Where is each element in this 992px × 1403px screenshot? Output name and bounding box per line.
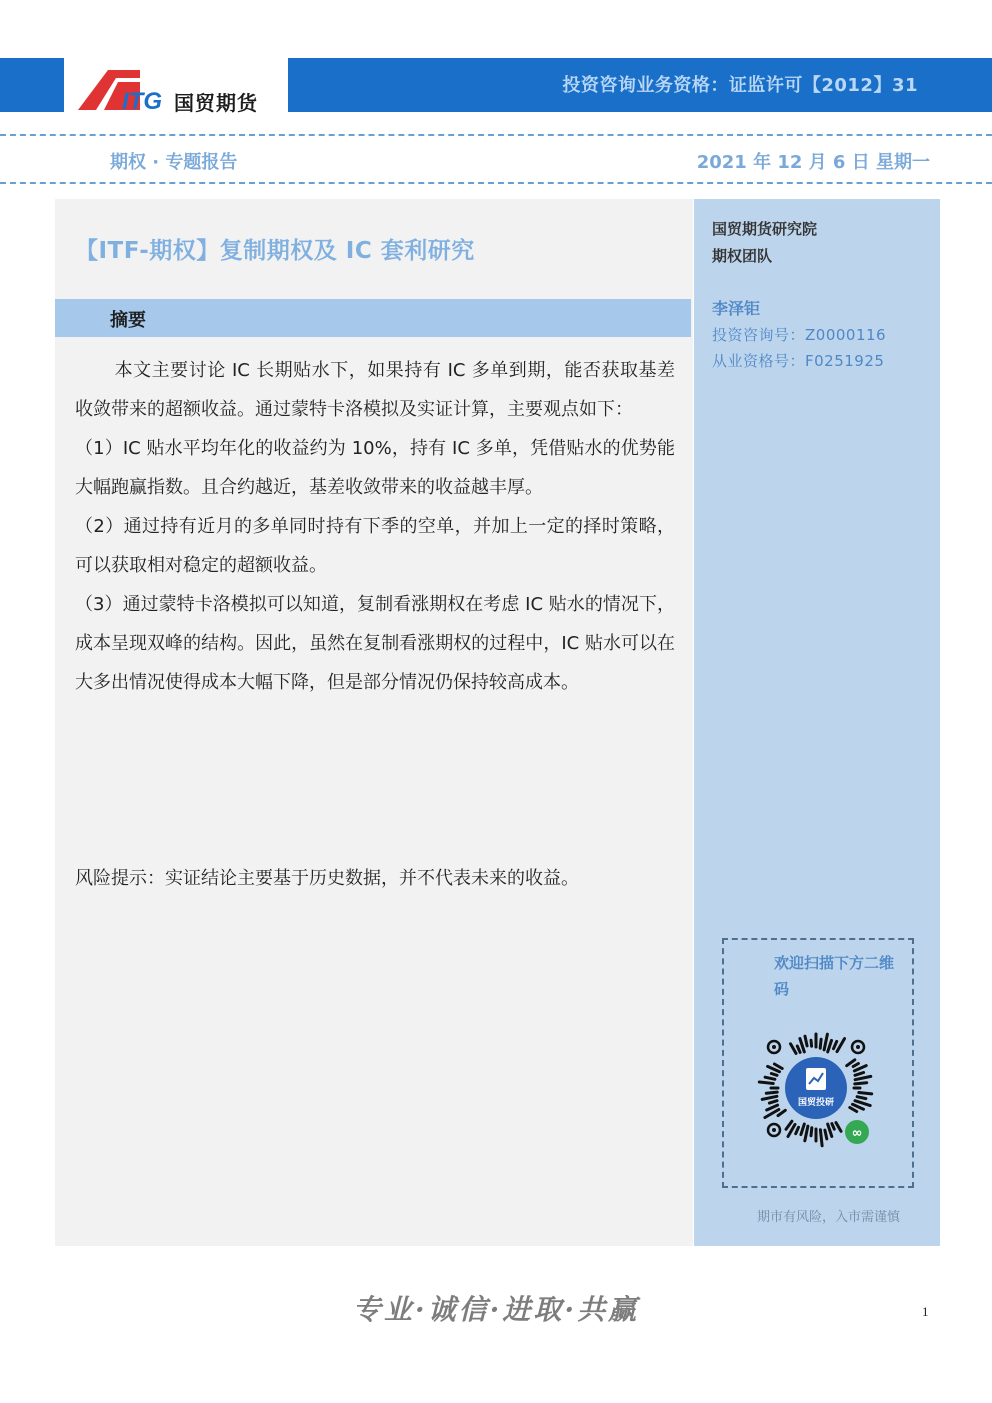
analyst-name: 李泽钜 (712, 299, 761, 318)
qualification-text: 投资咨询业务资格：证监许可【2012】31 (562, 75, 918, 96)
qr-ray (825, 1130, 827, 1139)
company-slogan: 专业·诚信·进取·共赢 (352, 1293, 640, 1326)
qr-ray (850, 1108, 857, 1112)
abstract-header-bar (55, 299, 691, 337)
qr-ray (834, 1041, 837, 1048)
qr-ray (855, 1073, 864, 1076)
abstract-label: 摘要 (110, 310, 146, 331)
qr-ray (774, 1064, 782, 1069)
abstract-paragraph: （2）通过持有近月的多单同时持有下季的空单，并加上一定的择时策略，可以获取相对稳定的超额收益。 (75, 516, 675, 576)
qr-ray (796, 1127, 799, 1133)
itg-logo-icon (78, 68, 174, 112)
logo-latin-text: ITG (122, 88, 162, 112)
divider-bottom (0, 182, 992, 184)
qr-ray (855, 1083, 867, 1084)
qr-ray (837, 1039, 845, 1052)
abstract-paragraph: （1）IC 贴水平均年化的收益约为 10%，持有 IC 多单，凭借贴水的优势能大幅跑赢指数。且合约越近，基差收敛带来的收益越丰厚。 (75, 438, 675, 498)
page-number: 1 (922, 1304, 929, 1319)
logo-chinese-text: 国贸期货 (174, 91, 258, 115)
qr-code-image[interactable] (745, 1012, 887, 1162)
qr-ray (828, 1040, 832, 1052)
qr-center-label: 国贸投研 (797, 1098, 835, 1108)
consult-number: 投资咨询号：Z0000116 (712, 326, 887, 344)
risk-notice: 风险提示：实证结论主要基于历史数据，并不代表未来的收益。 (75, 868, 579, 889)
itg-logo (78, 68, 278, 115)
qr-caption: 欢迎扫描下方二维码 (774, 954, 895, 998)
qr-ray (766, 1092, 777, 1093)
qr-ray (759, 1082, 773, 1084)
abstract-body (75, 351, 675, 702)
institute-name: 国贸期货研究院 (712, 220, 818, 238)
report-type: 期权 · 专题报告 (110, 152, 238, 173)
svg-text:∞: ∞ (851, 1126, 863, 1141)
qr-ray (791, 1044, 797, 1054)
qr-ray (824, 1034, 827, 1050)
qr-ray (767, 1105, 778, 1110)
qr-ray (811, 1040, 812, 1046)
qr-ray (771, 1074, 777, 1076)
qr-ray (801, 1124, 804, 1135)
report-date: 2021 年 12 月 6 日 星期一 (696, 152, 930, 173)
qr-ray (859, 1093, 872, 1094)
qr-ray (857, 1097, 866, 1099)
qr-ray (855, 1076, 871, 1079)
qr-ray (797, 1046, 800, 1052)
divider-top (0, 134, 992, 136)
license-number: 从业资格号：F0251925 (712, 352, 885, 370)
abstract-paragraph: （3）通过蒙特卡洛模拟可以知道，复制看涨期权在考虑 IC 贴水的情况下，成本呈现双峰的结构。因此，虽然在复制看涨期权的过程中，IC 贴水可以在大多出情况使得成本大幅下降，但是部分情况仍保持较高成本。 (75, 594, 675, 693)
team-name: 期权团队 (712, 247, 773, 265)
abstract-paragraph: 本文主要讨论 IC 长期贴水下，如果持有 IC 多单到期，能否获取基差收敛带来的超额收益。通过蒙特卡洛模拟及实证计算，主要观点如下： (75, 360, 675, 420)
qr-ray (778, 1110, 785, 1115)
qr-ray (853, 1064, 858, 1067)
qr-ray (820, 1130, 822, 1146)
qr-ray (811, 1128, 812, 1136)
report-title: 【ITF-期权】复制期权及 IC 套利研究 (75, 238, 475, 264)
qr-ray (820, 1039, 821, 1048)
qr-code-icon (745, 1012, 887, 1162)
header-bar-left (0, 58, 64, 112)
qr-ray (765, 1077, 775, 1079)
qr-ray (836, 1123, 841, 1132)
qr-ray (828, 1124, 832, 1136)
qr-ray (769, 1101, 777, 1103)
qr-ray (786, 1121, 792, 1129)
qr-ray (832, 1124, 834, 1130)
qr-ray (762, 1096, 777, 1099)
qr-ray (805, 1126, 808, 1141)
qr-ray (805, 1036, 807, 1046)
market-risk-note: 期市有风险，入市需谨慎 (757, 1210, 901, 1225)
